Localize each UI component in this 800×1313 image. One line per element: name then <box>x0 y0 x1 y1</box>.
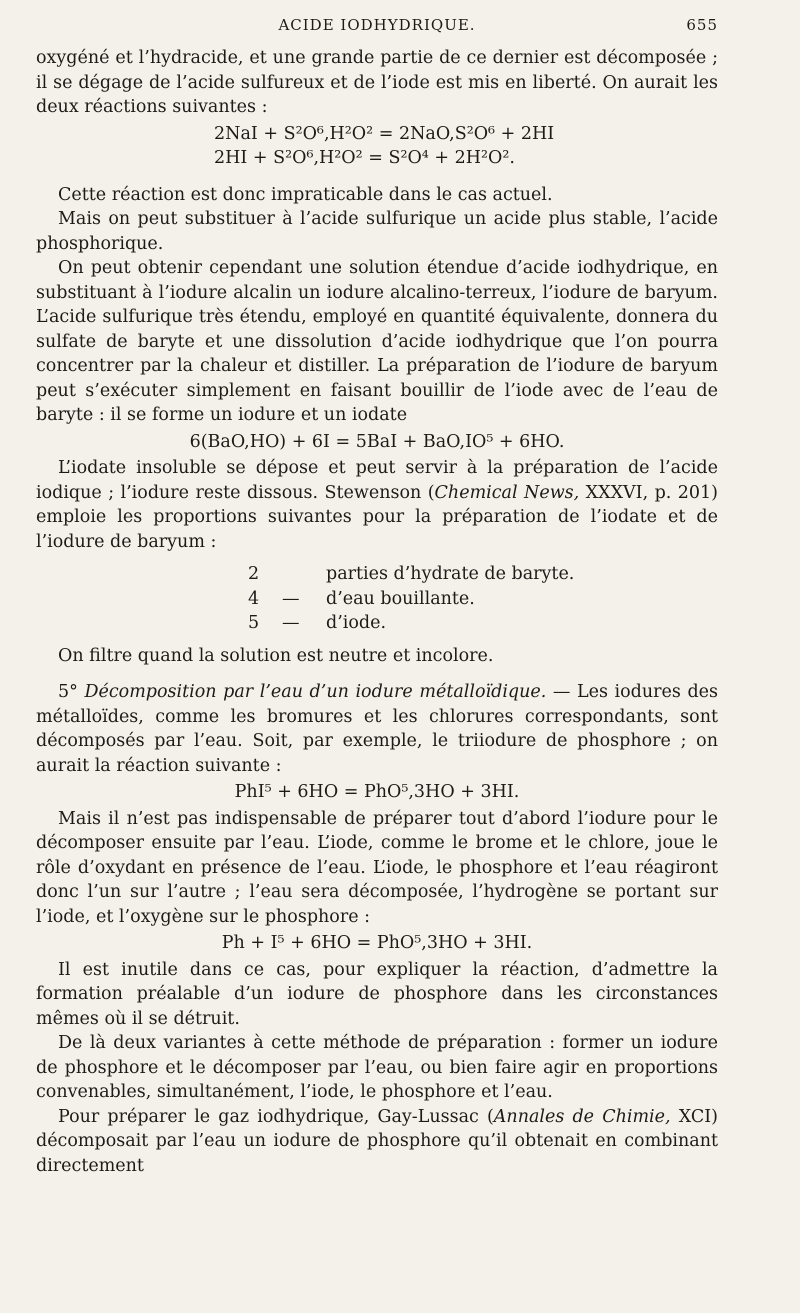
page-number: 655 <box>686 16 718 34</box>
paragraph-3: Mais on peut substituer à l’acide sulfurique un acide plus stable, l’acide phosphorique. <box>36 209 718 254</box>
proportion-row: 4 — d’eau bouillante. <box>248 588 475 609</box>
running-title: ACIDE IODHYDRIQUE. <box>278 16 476 34</box>
paragraph-1: oxygéné et l’hydracide, et une grande partie de ce dernier est décomposée ; il se dégage de l’acide sulfureux et de l’iode est mis en liberté. On aurait les deux réactions suivantes : <box>36 48 718 117</box>
paragraph-11-text-b: XCI) décomposait par l’eau un iodure de phosphore qu’il obtenait en combinant directement <box>36 1106 718 1176</box>
equation-4: PhI⁵ + 6HO = PhO⁵,3HO + 3HI. <box>234 782 520 802</box>
paragraph-10: De là deux variantes à cette méthode de préparation : former un iodure de phosphore et le décomposer par l’eau, ou bien faire agir en proportions convenables, simultanément, l’iode, le phosphore et l’eau. <box>36 1033 718 1102</box>
paragraph-6: On filtre quand la solution est neutre et incolore. <box>58 645 494 666</box>
equation-group-1 <box>214 122 718 171</box>
citation-annales-de-chimie: Annales de Chimie, <box>493 1106 671 1127</box>
proportion-row: 5 — d’iode. <box>248 613 387 633</box>
paragraph-9: Il est inutile dans ce cas, pour expliquer la réaction, d’admettre la formation préalable d’un iodure de phosphore dans les circonstances mêmes où il se détruit. <box>36 959 718 1029</box>
section-text: — Les iodures des métalloïdes, comme les bromures et les chlorures correspondants, sont décomposés par l’eau. Soit, par exemple, le triiodure de phosphore ; on aurait la réaction suivante : <box>36 682 718 776</box>
paragraph-2: Cette réaction est donc impraticable dans le cas actuel. <box>58 184 553 205</box>
paragraph-11 <box>36 1105 718 1179</box>
section-number: 5° <box>58 682 85 702</box>
section-title: Décomposition par l’eau d’un iodure métalloïdique. <box>84 682 547 702</box>
proportion-row: 2 parties d’hydrate de baryte. <box>248 564 575 584</box>
paragraph-5-text-a: L’iodate insoluble se dépose et peut servir à la préparation de l’acide iodique ; l’iodure reste dissous. Stewenson ( <box>36 458 718 503</box>
equation-1: 2NaI + S²O⁶,H²O² = 2NaO,S²O⁶ + 2HI <box>214 123 555 144</box>
running-header <box>36 16 718 40</box>
equation-3: 6(BaO,HO) + 6I = 5BaI + BaO,IO⁵ + 6HO. <box>189 431 565 452</box>
paragraph-5-text-b: XXXVI, p. 201) emploie les proportions suivantes pour la préparation de l’iodate et de l’iodure de baryum : <box>36 482 719 552</box>
page-body <box>36 46 718 1178</box>
paragraph-11-text-a: Pour préparer le gaz iodhydrique, Gay-Lussac ( <box>58 1106 494 1127</box>
book-page <box>36 0 718 1313</box>
paragraph-8: Mais il n’est pas indispensable de préparer tout d’abord l’iodure pour le décomposer ensuite par l’eau. L’iode, comme le brome et le chlore, joue le rôle d’oxydant en présence de l’eau. L’iode, le phosphore et l’eau réagiront donc l’un sur l’autre ; l’eau sera décomposée, l’hydrogène se portant sur l’iode, et l’oxygène sur le phosphore : <box>36 808 718 927</box>
equation-5: Ph + I⁵ + 6HO = PhO⁵,3HO + 3HI. <box>221 933 533 953</box>
paragraph-5 <box>36 456 718 554</box>
paragraph-4: On peut obtenir cependant une solution étendue d’acide iodhydrique, en substituant à l’iodure alcalin un iodure alcalino-terreux, l’iodure de baryum. L’acide sulfurique très étendu, employé en quantité équivalente, donnera du sulfate de baryte et une dissolution d’acide iodhydrique que l’on pourra concentrer par la chaleur et distiller. La préparation de l’iodure de baryum peut s’exécuter simplement en faisant bouillir de l’iode avec de l’eau de baryte : il se forme un iodure et un iodate <box>36 258 718 425</box>
section-5-paragraph <box>36 680 718 778</box>
equation-2: 2HI + S²O⁶,H²O² = S²O⁴ + 2H²O². <box>214 148 515 168</box>
citation-chemical-news: Chemical News, <box>434 482 580 503</box>
proportions-list <box>248 562 718 636</box>
